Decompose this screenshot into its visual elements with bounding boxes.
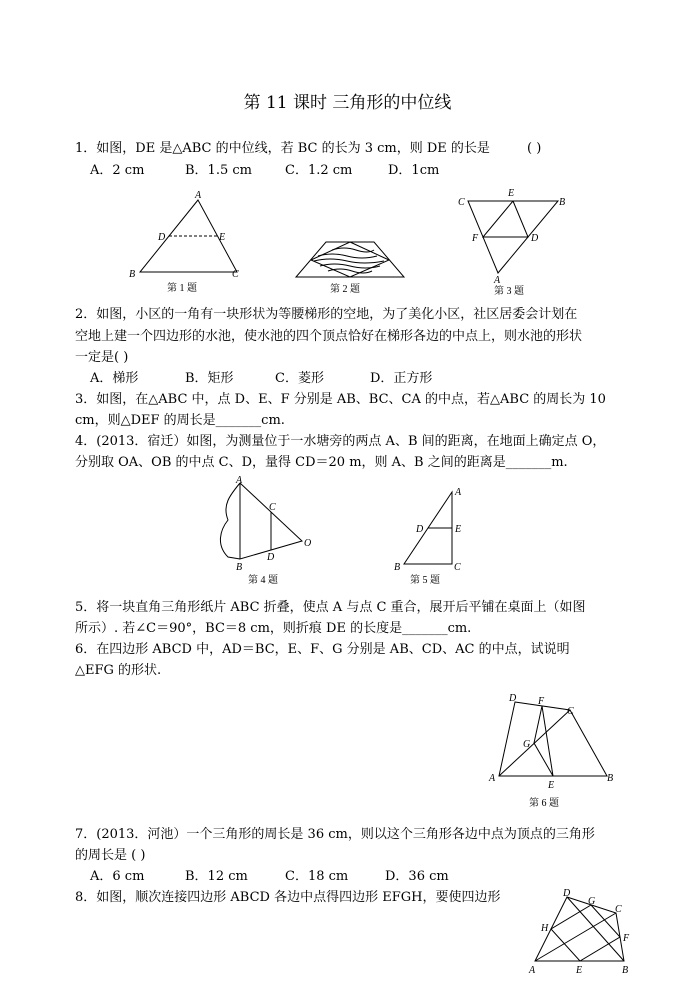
fig1-label-c: C — [232, 269, 239, 280]
fig2-caption: 第 2 题 — [330, 284, 360, 295]
fig3-label-d: D — [531, 233, 539, 244]
fig8-label-f: F — [623, 933, 630, 944]
figure-2 — [292, 232, 412, 297]
q4-line-1: 4．(2013．宿迁）如图，为测量位于一水塘旁的两点 A、B 间的距离，在地面上确定点 O， — [75, 434, 606, 449]
q1-option-c: C．1.2 cm — [285, 163, 353, 178]
q2-line-2: 空地上建一个四边形的水池，使水池的四个顶点恰好在梯形各边的中点上，则水池的形状 — [75, 329, 583, 344]
q1-stem: 1．如图，DE 是△ABC 的中位线，若 BC 的长为 3 cm，则 DE 的长是 — [75, 141, 490, 156]
q7-option-b: B．12 cm — [185, 869, 248, 884]
q1-option-b: B．1.5 cm — [185, 163, 252, 178]
fig3-label-b: B — [559, 197, 566, 208]
q3-line-1: 3．如图，在△ABC 中，点 D、E、F 分别是 AB、BC、CA 的中点，若△ABC 的周长为 10 — [75, 392, 606, 407]
fig8-label-h: H — [541, 923, 549, 934]
fig6-label-a: A — [489, 773, 496, 784]
fig5-label-c: C — [454, 562, 461, 573]
fig5-label-b: B — [394, 562, 401, 573]
fig6-label-c: C — [567, 706, 574, 717]
fig8-label-b: B — [622, 965, 629, 976]
q7-option-d: D．36 cm — [385, 869, 449, 884]
fig5-label-a: A — [455, 487, 462, 498]
q5-line-2: 所示）. 若∠C＝90°，BC＝8 cm，则折痕 DE 的长度是_______cm. — [75, 621, 472, 636]
figure-6 — [485, 690, 625, 812]
q7-line-1: 7．(2013．河池）一个三角形的周长是 36 cm，则以这个三角形各边中点为顶点的三角形 — [75, 827, 595, 842]
q2-option-b: B．矩形 — [185, 371, 234, 386]
q1-option-a: A．2 cm — [90, 163, 145, 178]
fig3-caption: 第 3 题 — [494, 286, 524, 297]
q1-option-d: D．1cm — [388, 163, 440, 178]
fig4-label-c: C — [269, 502, 276, 513]
q2-option-a: A．梯形 — [90, 371, 139, 386]
q2-line-3: 一定是( ) — [75, 350, 129, 365]
fig3-label-a: A — [494, 275, 501, 286]
fig1-label-d: D — [158, 232, 166, 243]
fig5-caption: 第 5 题 — [410, 575, 440, 586]
page-title: 第 11 课时 三角形的中位线 — [243, 93, 452, 113]
fig6-label-f: F — [538, 696, 545, 707]
fig5-label-e: E — [455, 524, 462, 535]
q7-option-a: A．6 cm — [90, 869, 145, 884]
q4-line-2: 分别取 OA、OB 的中点 C、D，量得 CD＝20 m，则 A、B 之间的距离是_______m. — [75, 455, 568, 470]
q6-line-2: △EFG 的形状. — [75, 663, 162, 678]
q1-paren: ( ) — [527, 141, 542, 156]
fig3-label-c: C — [458, 197, 465, 208]
q6-line-1: 6．在四边形 ABCD 中，AD＝BC，E、F、G 分别是 AB、CD、AC 的中点，试说明 — [75, 642, 570, 657]
figure-8 — [525, 885, 640, 980]
fig6-label-e: E — [548, 780, 555, 791]
q5-line-1: 5．将一块直角三角形纸片 ABC 折叠，使点 A 与点 C 重合，展开后平铺在桌面上（如图 — [75, 600, 586, 615]
fig4-caption: 第 4 题 — [248, 575, 278, 586]
fig4-label-b: B — [236, 562, 243, 573]
fig3-label-f: F — [472, 233, 479, 244]
q7-line-2: 的周长是 ( ) — [75, 848, 146, 863]
q2-line-1: 2．如图，小区的一角有一块形状为等腰梯形的空地，为了美化小区，社区居委会计划在 — [75, 307, 578, 322]
fig8-label-g: G — [588, 896, 596, 907]
q2-option-c: C．菱形 — [275, 371, 324, 386]
fig3-label-e: E — [508, 188, 515, 199]
fig4-label-d: D — [267, 552, 275, 563]
fig8-label-e: E — [576, 965, 583, 976]
figure-4 — [210, 475, 325, 590]
q8-line-1: 8．如图，顺次连接四边形 ABCD 各边中点得四边形 EFGH，要使四边形 — [75, 890, 501, 905]
fig6-label-d: D — [509, 693, 517, 704]
fig1-label-b: B — [129, 269, 136, 280]
fig4-label-a: A — [236, 475, 243, 486]
fig6-label-g: G — [523, 739, 531, 750]
q7-option-c: C．18 cm — [285, 869, 349, 884]
fig8-label-a: A — [529, 965, 536, 976]
fig8-label-d: D — [563, 888, 571, 899]
fig6-caption: 第 6 题 — [529, 798, 559, 809]
q3-line-2: cm，则△DEF 的周长是_______cm. — [75, 413, 285, 428]
fig8-label-c: C — [615, 904, 622, 915]
figure-5 — [392, 480, 477, 590]
fig6-label-b: B — [607, 773, 614, 784]
figure-3 — [450, 185, 575, 297]
fig1-label-e: E — [219, 232, 226, 243]
figure-1 — [125, 190, 255, 295]
fig1-caption: 第 1 题 — [167, 283, 197, 294]
fig1-label-a: A — [195, 190, 202, 201]
q2-option-d: D．正方形 — [370, 371, 433, 386]
fig4-label-o: O — [304, 538, 312, 549]
fig5-label-d: D — [416, 524, 424, 535]
